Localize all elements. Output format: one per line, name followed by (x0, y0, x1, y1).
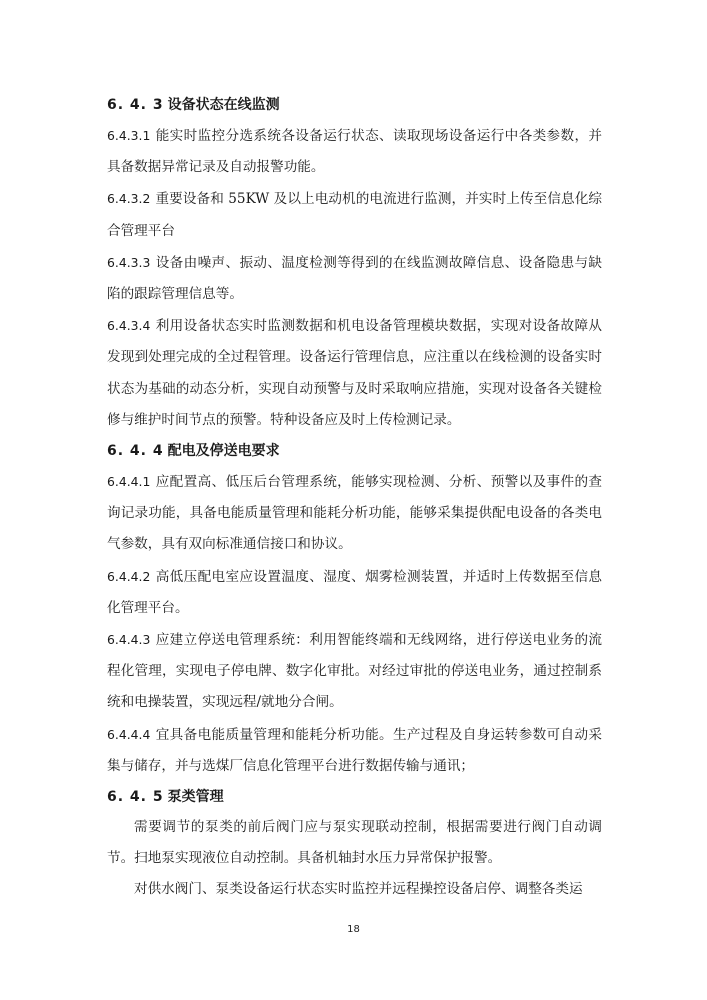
section-number: 6. 4. 4 (107, 443, 164, 460)
section-heading-6-4-3 (107, 90, 602, 120)
clause-6-4-4-1 (107, 466, 602, 561)
clause-text: 应配置高、低压后台管理系统，能够实现检测、分析、预警以及事件的查询记录功能，具备电能质量管理和能耗分析功能，能够采集提供配电设备的各类电气参数，具有双向标准通信接口和协议。 (107, 474, 602, 553)
clause-text: 设备由噪声、振动、温度检测等得到的在线监测故障信息、设备隐患与缺陷的跟踪管理信息等。 (107, 254, 602, 303)
clause-number: 6.4.4.3 (107, 632, 151, 648)
body-paragraph: 对供水阀门、泵类设备运行状态实时监控并远程操控设备启停、调整各类运 (134, 881, 583, 898)
clause-6-4-3-4 (107, 310, 602, 436)
section-number: 6. 4. 3 (107, 97, 164, 113)
clause-6-4-4-4 (107, 719, 602, 782)
section-title: 泵类管理 (167, 789, 224, 806)
section-number: 6. 4. 5 (107, 789, 164, 806)
clause-text: 应建立停送电管理系统：利用智能终端和无线网络，进行停送电业务的流程化管理，实现电子停电牌、数字化审批。对经过审批的停送电业务，通过控制系统和电操装置，实现远程/就地分合闸。 (107, 632, 602, 711)
clause-6-4-3-2 (107, 183, 602, 246)
clause-6-4-3-3 (107, 247, 602, 310)
section-title: 设备状态在线监测 (167, 97, 280, 113)
clause-text: 利用设备状态实时监测数据和机电设备管理模块数据，实现对设备故障从发现到处理完成的全过程管理。设备运行管理信息，应注重以在线检测的设备实时状态为基础的动态分析，实现自动预警与及时采取响应措施，实现对设备各关键检修与维护时间节点的预警。特种设备应及时上传检测记录。 (107, 318, 602, 428)
clause-number: 6.4.3.1 (107, 128, 151, 143)
body-paragraph: 需要调节的泵类的前后阀门应与泵实现联动控制，根据需要进行阀门自动调节。扫地泵实现液位自动控制。具备机轴封水压力异常保护报警。 (107, 819, 602, 867)
clause-number: 6.4.4.4 (107, 726, 151, 742)
clause-number: 6.4.3.4 (107, 318, 151, 334)
clause-text: 重要设备和 55KW 及以上电动机的电流进行监测，并实时上传至信息化综合管理平台 (107, 191, 602, 239)
clause-6-4-4-2 (107, 561, 602, 624)
clause-6-4-4-3 (107, 624, 602, 719)
clause-text: 能实时监控分选系统各设备运行状态、读取现场设备运行中各类参数，并具备数据异常记录及自动报警功能。 (107, 128, 602, 176)
clause-number: 6.4.4.1 (107, 474, 151, 490)
clause-number: 6.4.3.2 (107, 191, 151, 207)
page-number: 18 (347, 924, 360, 935)
section-heading-6-4-4 (107, 436, 602, 466)
clause-text: 宜具备电能质量管理和能耗分析功能。生产过程及自身运转参数可自动采集与储存，并与选煤厂信息化管理平台进行数据传输与通讯； (107, 726, 602, 774)
clause-text: 高低压配电室应设置温度、湿度、烟雾检测装置，并适时上传数据至信息化管理平台。 (107, 568, 602, 616)
section-heading-6-4-5 (107, 782, 602, 812)
clause-number: 6.4.3.3 (107, 254, 151, 270)
document-body (107, 90, 602, 906)
section-title: 配电及停送电要求 (167, 443, 280, 460)
clause-6-4-3-1 (107, 120, 602, 183)
clause-number: 6.4.4.2 (107, 568, 151, 584)
